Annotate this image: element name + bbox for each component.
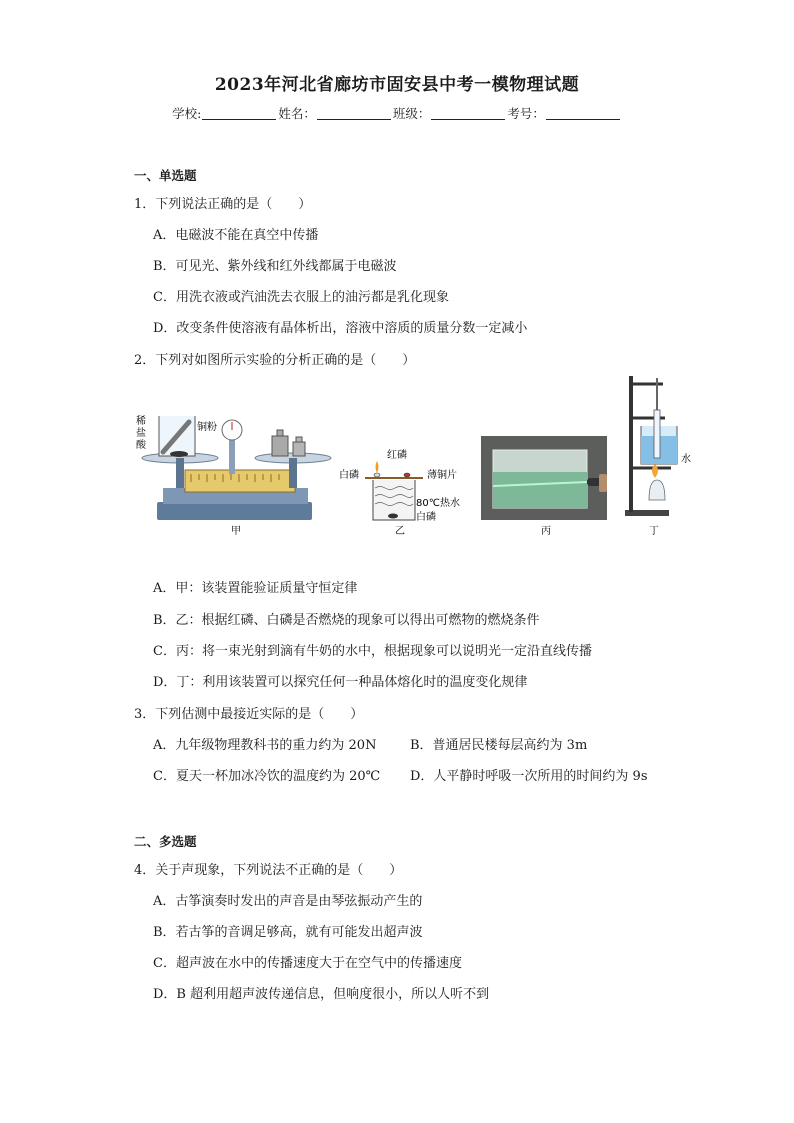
question-4-option-c: C．超声波在水中的传播速度大于在空气中的传播速度 [153, 956, 462, 971]
question-2-option-d: D．丁：利用该装置可以探究任何一种晶体熔化时的温度变化规律 [153, 675, 528, 690]
label-copper-powder: 铜粉 [197, 422, 217, 433]
caption-bing: 丙 [541, 526, 551, 537]
label-white-phosphorus-2: 白磷 [416, 512, 436, 523]
question-4-option-d: D．B 超利用超声波传递信息，但响度很小，所以人听不到 [153, 987, 490, 1002]
figure-yi-combustion [339, 448, 460, 537]
school-blank [202, 107, 276, 120]
question-2-option-c: C．丙：将一束光射到滴有牛奶的水中，根据现象可以说明光一定沿直线传播 [153, 644, 592, 659]
question-1-option-a: A．电磁波不能在真空中传播 [153, 228, 319, 243]
id-blank [546, 107, 620, 120]
section-heading-single: 一、单选题 [134, 168, 197, 183]
question-1-option-d: D．改变条件使溶液有晶体析出，溶液中溶质的质量分数一定减小 [153, 321, 528, 336]
question-3-stem: 3．下列估测中最接近实际的是（ ） [134, 707, 364, 722]
class-blank [431, 107, 505, 120]
label-acid-2: 盐 [136, 428, 146, 439]
question-4-stem: 4．关于声现象，下列说法不正确的是（ ） [134, 863, 403, 878]
question-2-option-b: B．乙：根据红磷、白磷是否燃烧的现象可以得出可燃物的燃烧条件 [153, 613, 540, 628]
id-label: 考号： [507, 106, 545, 121]
student-info-line [0, 104, 794, 122]
question-4-option-a: A．古筝演奏时发出的声音是由琴弦振动产生的 [153, 894, 423, 909]
label-hot-water: 80℃热水 [416, 498, 460, 509]
question-4-option-b: B．若古筝的音调足够高，就有可能发出超声波 [153, 925, 423, 940]
question-3-option-a: A．九年级物理教科书的重力约为 20N [153, 738, 377, 753]
question-1-stem: 1．下列说法正确的是（ ） [134, 197, 312, 212]
label-acid-3: 酸 [136, 440, 146, 451]
label-water: 水 [681, 454, 691, 465]
question-3-option-d: D．人平静时呼吸一次所用的时间约为 9s [410, 769, 648, 784]
label-white-phosphorus: 白磷 [339, 470, 359, 481]
name-label: 姓名： [278, 106, 316, 121]
question-3-option-b: B．普通居民楼每层高约为 3m [410, 738, 588, 753]
school-label: 学校: [172, 106, 202, 121]
question-2-option-a: A．甲：该装置能验证质量守恒定律 [153, 581, 358, 596]
label-red-phosphorus: 红磷 [387, 450, 407, 461]
question-3-option-c: C．夏天一杯加冰冷饮的温度约为 20℃ [153, 769, 381, 784]
figure-jia-balance [136, 414, 331, 537]
label-acid-1: 稀 [136, 416, 146, 427]
caption-ding: 丁 [649, 526, 659, 537]
question-2-stem: 2．下列对如图所示实验的分析正确的是（ ） [134, 353, 416, 368]
section-heading-multiple: 二、多选题 [134, 834, 197, 849]
class-label: 班级： [392, 106, 431, 121]
figure-bing-photo [481, 436, 607, 537]
question-1-option-b: B．可见光、紫外线和红外线都属于电磁波 [153, 259, 397, 274]
caption-jia: 甲 [231, 526, 241, 537]
page-title: 2023年河北省廊坊市固安县中考一模物理试题 [214, 75, 580, 95]
name-blank [317, 107, 391, 120]
figure-ding-stand [625, 376, 691, 537]
experiment-figure [125, 370, 691, 540]
label-copper-sheet: 薄铜片 [427, 470, 457, 481]
caption-yi: 乙 [395, 526, 405, 537]
question-1-option-c: C．用洗衣液或汽油洗去衣服上的油污都是乳化现象 [153, 290, 449, 305]
